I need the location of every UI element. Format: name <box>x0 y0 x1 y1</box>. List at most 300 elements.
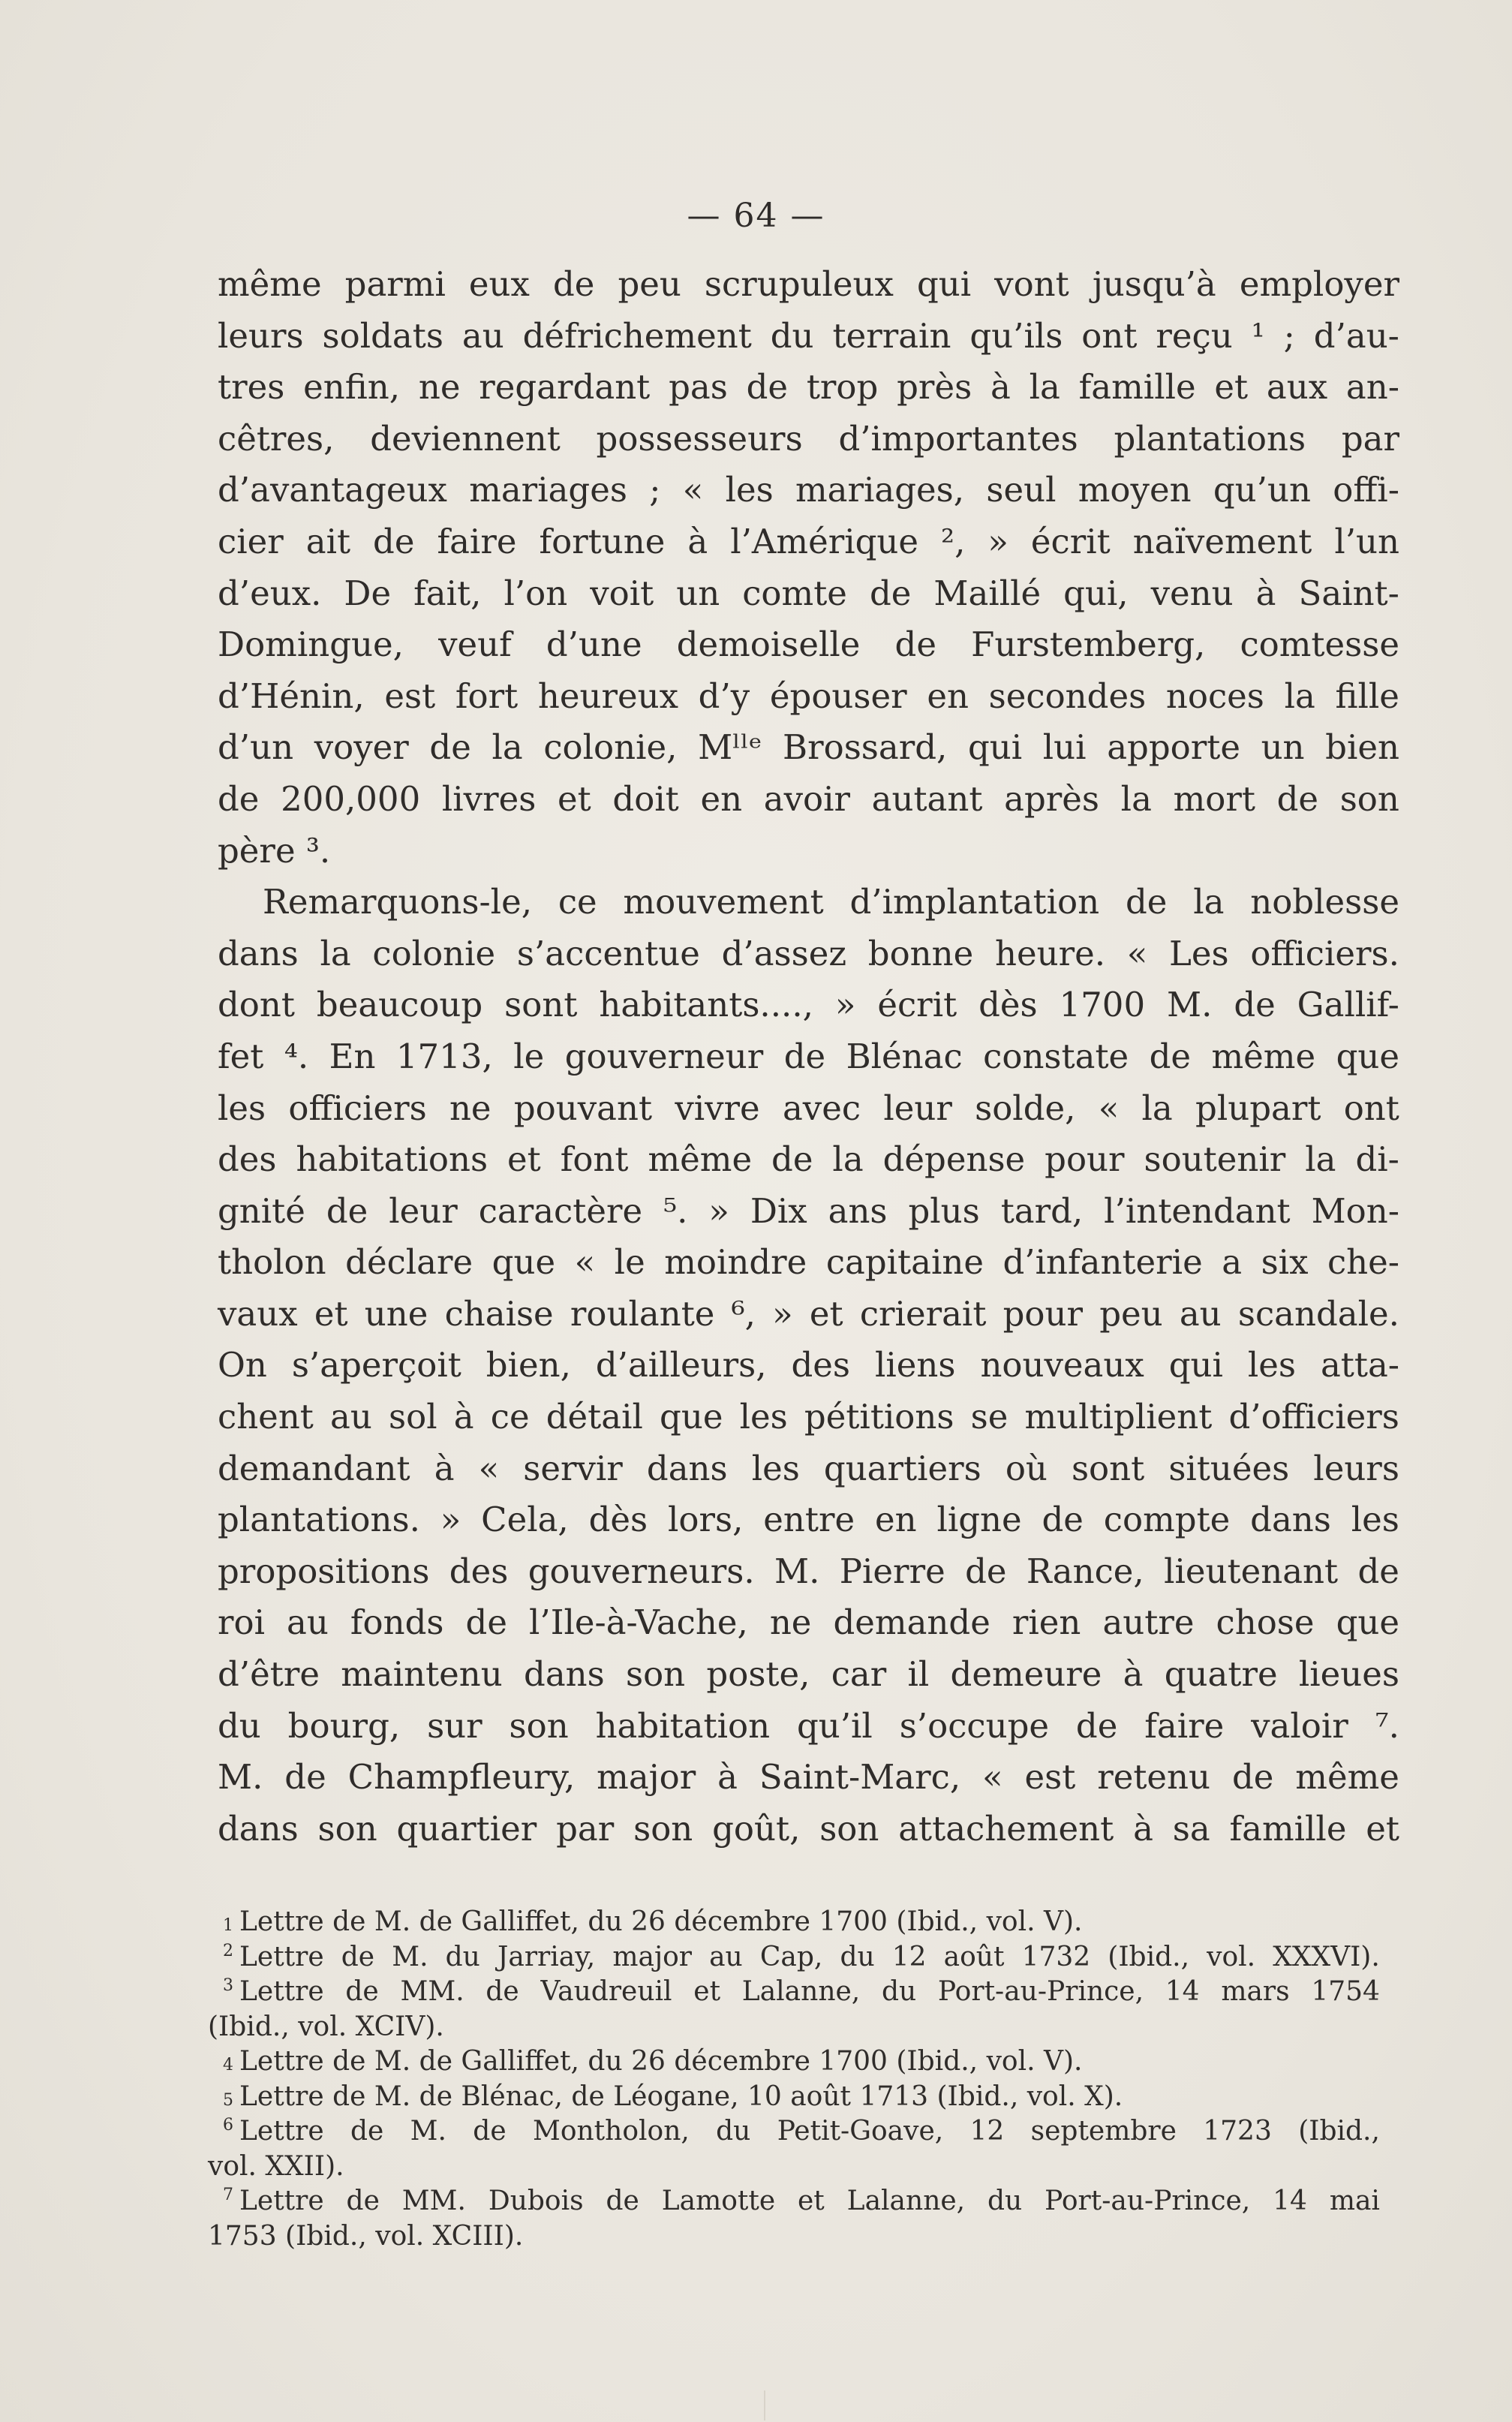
word: propositions <box>218 1551 430 1591</box>
word: Gallif- <box>1297 985 1399 1025</box>
word: s’accentue <box>516 933 700 973</box>
word: à <box>717 1757 738 1798</box>
word: car <box>831 1654 887 1695</box>
word: au <box>709 1941 743 1972</box>
word: bonne <box>867 933 974 973</box>
word: leurs <box>1313 1448 1399 1488</box>
word: la <box>1193 882 1225 922</box>
word: 12 <box>969 2116 1005 2147</box>
word: de <box>552 264 595 304</box>
footnote-mark: 2 <box>223 1941 233 1960</box>
word: tard, <box>1000 1190 1084 1231</box>
word: ligne <box>936 1500 1022 1540</box>
footnote-text: 1753 (Ibid., vol. XCIII). <box>208 2220 524 2252</box>
scan-mark <box>764 2390 765 2420</box>
word: MM. <box>400 1976 464 2007</box>
word: trop <box>806 367 879 408</box>
word: mariages <box>469 470 627 510</box>
word: est <box>384 675 436 716</box>
word: dans <box>1250 1500 1331 1540</box>
word: d’au- <box>1313 315 1399 356</box>
word: lieues <box>1298 1654 1399 1695</box>
word: gouverneur <box>564 1036 764 1076</box>
word: tholon <box>218 1242 326 1283</box>
footnote-text: vol. XXII). <box>208 2150 344 2182</box>
word: soldats <box>322 315 443 356</box>
word: de <box>1357 1551 1399 1591</box>
word: Blénac <box>846 1036 963 1076</box>
word: demeure <box>950 1654 1102 1695</box>
word: Rance, <box>1026 1551 1144 1591</box>
word: un <box>676 573 720 613</box>
word: caractère <box>478 1190 643 1231</box>
word: l’Ile-à-Vache, <box>529 1602 748 1643</box>
word: retenu <box>1097 1757 1211 1798</box>
text-line <box>218 1494 1399 1546</box>
word: employer <box>1239 264 1399 304</box>
word: les <box>739 1397 788 1437</box>
word: du <box>881 1976 917 2007</box>
word: de <box>341 1941 375 1972</box>
word: de <box>326 1190 368 1231</box>
word: autant <box>871 778 983 819</box>
word: que <box>1336 1602 1399 1643</box>
word: « <box>574 1242 596 1283</box>
word: quartiers <box>823 1448 981 1488</box>
word: venu <box>1150 573 1234 613</box>
word: En <box>329 1036 376 1076</box>
word: et <box>809 1293 843 1334</box>
word: un <box>1261 727 1305 768</box>
word: Remarquons-le, <box>263 882 533 922</box>
word: la <box>1029 367 1060 408</box>
word: à <box>1123 1654 1144 1695</box>
word: des <box>449 1551 509 1591</box>
word: solde, <box>975 1088 1076 1128</box>
word: a <box>1222 1242 1243 1283</box>
text-line <box>218 1701 1399 1753</box>
word: » <box>772 1293 793 1334</box>
word: lieutenant <box>1164 1551 1339 1591</box>
word: beaucoup <box>316 985 483 1025</box>
word: Port-au-Prince, <box>937 1976 1144 2007</box>
text-line <box>218 1804 1399 1855</box>
word: Dubois <box>488 2186 584 2216</box>
word: par <box>556 1808 615 1849</box>
word: fonds <box>350 1602 444 1643</box>
word: Cap, <box>759 1941 823 1972</box>
word: » <box>834 985 856 1025</box>
word: après <box>1004 778 1099 819</box>
word: du <box>445 1941 480 1972</box>
word: famille <box>1229 1808 1347 1849</box>
word: famille <box>1078 367 1196 408</box>
word: de <box>783 1036 826 1076</box>
word: épouser <box>769 675 907 716</box>
word: possesseurs <box>596 418 803 459</box>
word: même <box>1211 1036 1316 1076</box>
footnote-line <box>208 1940 1380 1975</box>
word: sont <box>1071 1448 1145 1488</box>
word: et <box>798 2186 825 2216</box>
word: son <box>317 1808 377 1849</box>
word: ⁶, <box>731 1293 756 1334</box>
word: ; <box>1283 315 1295 356</box>
word: à <box>434 1448 455 1488</box>
word: mort <box>1173 778 1255 819</box>
text-line <box>218 877 1399 928</box>
word: compte <box>1103 1500 1231 1540</box>
word: voit <box>590 573 654 613</box>
word: d’ailleurs, <box>595 1345 767 1386</box>
word: M. <box>218 1757 263 1798</box>
word: » <box>987 521 1009 561</box>
word: habitants...., <box>599 985 813 1025</box>
word: officiers <box>288 1088 427 1128</box>
word: mariages, <box>795 470 965 510</box>
word: d’Hénin, <box>218 675 365 716</box>
word: scandale. <box>1237 1293 1399 1334</box>
word: Domingue, <box>218 624 404 665</box>
word: attachement <box>898 1808 1114 1849</box>
word: de <box>1075 1705 1118 1746</box>
text-line: père ³. <box>218 830 331 871</box>
word: demande <box>833 1602 990 1643</box>
word: habitation <box>595 1705 771 1746</box>
word: leur <box>389 1190 458 1231</box>
word: vaux <box>218 1293 298 1334</box>
word: (Ibid., <box>1298 2116 1380 2147</box>
word: apporte <box>1107 727 1240 768</box>
word: autre <box>1102 1602 1195 1643</box>
word: son <box>819 1808 879 1849</box>
word: son <box>633 1808 693 1849</box>
word: Lamotte <box>661 2186 776 2216</box>
text-line <box>218 465 1399 516</box>
word: et <box>1366 1808 1399 1849</box>
word: XXXVI). <box>1273 1941 1380 1972</box>
word: sol <box>389 1397 437 1437</box>
word: de <box>1231 1757 1274 1798</box>
word: et <box>507 1139 541 1180</box>
word: de <box>218 778 260 819</box>
word: Petit-Goave, <box>777 2116 944 2147</box>
word: l’intendant <box>1104 1190 1291 1231</box>
word: à <box>453 1397 474 1437</box>
word: lors, <box>667 1500 744 1540</box>
word: vivre <box>675 1088 760 1128</box>
word: en <box>874 1500 917 1540</box>
word: On <box>218 1345 267 1386</box>
word: colonie <box>372 933 496 973</box>
word: noces <box>1165 675 1264 716</box>
word: Saint- <box>1298 573 1399 613</box>
word: Jarriay, <box>497 1941 596 1972</box>
word: Montholon, <box>532 2116 690 2147</box>
word: de <box>771 1139 813 1180</box>
word: défrichement <box>522 315 752 356</box>
word: che- <box>1327 1242 1399 1283</box>
word: au <box>287 1602 329 1643</box>
word: chent <box>218 1397 314 1437</box>
word: rien <box>1012 1602 1081 1643</box>
word: reçu <box>1156 315 1233 356</box>
word: gnité <box>218 1190 305 1231</box>
word: ce <box>490 1397 530 1437</box>
word: Pierre <box>839 1551 945 1591</box>
word: atta- <box>1320 1345 1399 1386</box>
footnote-mark: 3 <box>223 1976 233 1995</box>
word: Mon- <box>1311 1190 1399 1231</box>
word: sur <box>427 1705 482 1746</box>
word: s’occupe <box>899 1705 1050 1746</box>
word: demandant <box>218 1448 410 1488</box>
word: ¹ <box>1251 315 1265 356</box>
word: voyer <box>314 727 409 768</box>
word: dès <box>588 1500 648 1540</box>
word: chose <box>1216 1602 1315 1643</box>
word: $^3$ Lettre <box>223 1976 324 2007</box>
word: août <box>943 1941 1005 1972</box>
word: six <box>1261 1242 1309 1283</box>
word: fet <box>218 1036 264 1076</box>
word: quatre <box>1164 1654 1278 1695</box>
word: des <box>791 1345 850 1386</box>
word: $^7$ Lettre <box>223 2186 324 2216</box>
word: 1700 <box>1059 985 1146 1025</box>
word: ait <box>305 521 351 561</box>
text-line <box>218 516 1399 568</box>
word: même <box>648 1139 753 1180</box>
word: colonie, <box>543 727 678 768</box>
word: pour <box>1045 1139 1125 1180</box>
word: que <box>660 1397 723 1437</box>
word: du <box>840 1941 875 1972</box>
word: regardant <box>479 367 651 408</box>
word: plus <box>908 1190 980 1231</box>
word: son <box>626 1654 686 1695</box>
word: Les <box>1169 933 1229 973</box>
text-line <box>218 671 1399 723</box>
word: De <box>344 573 392 613</box>
word: est <box>1024 1757 1076 1798</box>
word: 14 <box>1165 1976 1200 2007</box>
word: se <box>970 1397 1009 1437</box>
text-line <box>218 1083 1399 1135</box>
word: que <box>491 1242 556 1283</box>
word: ans <box>828 1190 888 1231</box>
word: la <box>1141 1088 1173 1128</box>
word: (Ibid., <box>1108 1941 1190 1972</box>
word: il <box>907 1654 930 1695</box>
word: d’être <box>218 1654 320 1695</box>
word: pétitions <box>804 1397 954 1437</box>
text-line <box>218 259 1399 311</box>
word: valoir <box>1251 1705 1348 1746</box>
word: » <box>440 1500 461 1540</box>
word: les <box>218 1088 266 1128</box>
word: Dix <box>750 1190 807 1231</box>
word: Saint-Marc, <box>759 1757 961 1798</box>
word: naïvement <box>1132 521 1312 561</box>
word: d’une <box>546 624 642 665</box>
word: ⁴. <box>284 1036 309 1076</box>
text-line <box>218 928 1399 980</box>
word: $^2$ Lettre <box>223 1941 324 1972</box>
word: gouverneurs. <box>528 1551 755 1591</box>
word: Port-au-Prince, <box>1045 2186 1251 2216</box>
word: font <box>560 1139 629 1180</box>
word: 1713, <box>395 1036 493 1076</box>
word: ne <box>769 1602 812 1643</box>
word: bourg, <box>287 1705 401 1746</box>
word: Champfleury, <box>347 1757 576 1798</box>
word: d’y <box>698 675 750 716</box>
word: 1754 <box>1311 1976 1380 2007</box>
word: comtesse <box>1240 624 1399 665</box>
word: ; <box>649 470 661 510</box>
word: les <box>751 1448 800 1488</box>
word: heure. <box>994 933 1106 973</box>
word: écrit <box>1030 521 1111 561</box>
word: multiplient <box>1024 1397 1213 1437</box>
word: livres <box>441 778 537 819</box>
word: au <box>461 315 504 356</box>
word: au <box>1179 1293 1222 1334</box>
word: dont <box>218 985 295 1025</box>
word: et <box>558 778 591 819</box>
word: déclare <box>345 1242 473 1283</box>
word: de <box>473 2116 507 2147</box>
word: bien, <box>485 1345 571 1386</box>
word: entre <box>763 1500 855 1540</box>
word: que <box>1336 1036 1399 1076</box>
word: plantations. <box>218 1500 420 1540</box>
word: pour <box>1002 1293 1084 1334</box>
text-line <box>218 1289 1399 1340</box>
word: le <box>614 1242 645 1283</box>
word: au <box>330 1397 372 1437</box>
word: lui <box>1042 727 1087 768</box>
word: dans <box>524 1654 605 1695</box>
word: avoir <box>763 778 850 819</box>
word: qui <box>916 264 972 304</box>
word: de <box>1042 1500 1084 1540</box>
word: leur <box>883 1088 952 1128</box>
word: ne <box>418 367 461 408</box>
word: de <box>345 1976 379 2007</box>
word: veuf <box>438 624 512 665</box>
text-line <box>218 1752 1399 1804</box>
word: en <box>700 778 743 819</box>
word: « <box>982 1757 1003 1798</box>
text-line <box>218 311 1399 363</box>
word: enfin, <box>303 367 401 408</box>
footnote-text: Lettre de M. de Blénac, de Léogane, 10 août 1713 (Ibid., vol. X). <box>239 2081 1123 2112</box>
word: jusqu’à <box>1092 264 1216 304</box>
word: l’Amérique <box>730 521 919 561</box>
word: de <box>1149 1036 1192 1076</box>
word: de <box>465 1602 507 1643</box>
word: qui <box>1168 1345 1223 1386</box>
word: où <box>1005 1448 1048 1488</box>
word: Mˡˡᵉ <box>698 727 762 768</box>
word: terrain <box>832 315 951 356</box>
text-line <box>218 1031 1399 1083</box>
text-line <box>218 1134 1399 1186</box>
word: 200,000 <box>281 778 421 819</box>
word: plantations <box>1114 418 1306 459</box>
word: noblesse <box>1250 882 1399 922</box>
footnote-line <box>208 2184 1380 2219</box>
word: officiers. <box>1250 933 1399 973</box>
word: maintenu <box>341 1654 503 1695</box>
word: le <box>513 1036 545 1076</box>
word: » <box>708 1190 729 1231</box>
word: d’importantes <box>838 418 1078 459</box>
word: roi <box>218 1602 265 1643</box>
word: roulante <box>570 1293 715 1334</box>
word: fortune <box>539 521 666 561</box>
word: 12 <box>891 1941 927 1972</box>
word: avec <box>782 1088 861 1128</box>
word: son <box>509 1705 569 1746</box>
word: sont <box>504 985 578 1025</box>
footnote-line <box>208 2150 1380 2185</box>
word: des <box>218 1139 277 1180</box>
word: ce <box>558 882 597 922</box>
word: la <box>320 933 351 973</box>
word: qu’ils <box>969 315 1063 356</box>
text-line <box>218 568 1399 620</box>
word: fort <box>455 675 519 716</box>
word: parmi <box>344 264 446 304</box>
word: Lalanne, <box>741 1976 861 2007</box>
word: soutenir <box>1144 1139 1286 1180</box>
word: à <box>1255 573 1276 613</box>
word: s’aperçoit <box>291 1345 461 1386</box>
word: dépense <box>882 1139 1026 1180</box>
word: d’infanterie <box>1002 1242 1203 1283</box>
word: de <box>373 521 415 561</box>
word: leurs <box>218 315 304 356</box>
text-line <box>218 362 1399 414</box>
word: liens <box>874 1345 956 1386</box>
word: les <box>1351 1500 1399 1540</box>
word: à <box>1133 1808 1153 1849</box>
word: écrit <box>877 985 957 1025</box>
word: nouveaux <box>980 1345 1144 1386</box>
word: vont <box>994 264 1069 304</box>
word: de <box>346 2186 380 2216</box>
text-line <box>218 1186 1399 1238</box>
word: Brossard, <box>783 727 948 768</box>
word: aux <box>1266 367 1328 408</box>
word: son <box>1339 778 1399 819</box>
word: de <box>485 1976 519 2007</box>
word: crierait <box>859 1293 987 1334</box>
word: seul <box>986 470 1057 510</box>
text-line <box>218 722 1399 774</box>
footnote-line: 1 Lettre de M. de Galliffet, du 26 décembre 1700 (Ibid., vol. V). <box>208 1905 1380 1940</box>
word: mouvement <box>623 882 824 922</box>
word: à <box>990 367 1011 408</box>
word: d’eux. <box>218 573 322 613</box>
word: eux <box>468 264 530 304</box>
word: Maillé <box>933 573 1042 613</box>
word: ont <box>1081 315 1138 356</box>
word: détail <box>546 1397 643 1437</box>
